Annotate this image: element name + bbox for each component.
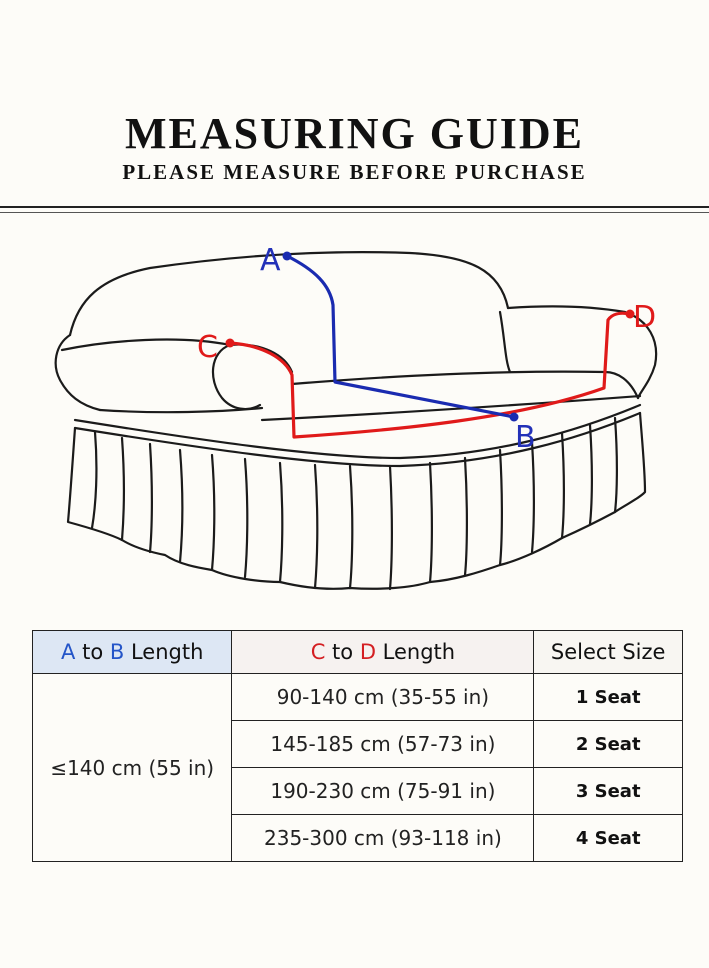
page-title: MEASURING GUIDE [124, 109, 585, 158]
table-header-row [33, 631, 683, 674]
table-row [33, 674, 683, 721]
seat-size-cell: 1 Seat [534, 674, 683, 721]
seat-size-cell: 3 Seat [534, 768, 683, 815]
cd-value-cell: 235-300 cm (93-118 in) [232, 815, 534, 862]
point-c-dot [226, 339, 235, 348]
header-select-size: Select Size [534, 631, 683, 674]
header-cd-length [232, 631, 534, 674]
sofa-diagram [0, 220, 709, 610]
ab-measure-line [287, 256, 514, 417]
seat-size-cell: 2 Seat [534, 721, 683, 768]
point-a-label: A [260, 243, 281, 278]
divider [0, 206, 709, 208]
header-cd-c: C [310, 640, 326, 664]
cd-value-cell: 190-230 cm (75-91 in) [232, 768, 534, 815]
cd-value-cell: 90-140 cm (35-55 in) [232, 674, 534, 721]
cd-value-cell: 145-185 cm (57-73 in) [232, 721, 534, 768]
header-ab-length [33, 631, 232, 674]
seat-size-cell: 4 Seat [534, 815, 683, 862]
header-cd-rest: Length [375, 640, 456, 664]
header-cd-d: D [359, 640, 376, 664]
header-cd-to: to [325, 640, 360, 664]
point-c-label: C [197, 330, 218, 365]
point-d-label: D [633, 300, 657, 335]
sofa-outline [56, 252, 656, 589]
page-subtitle: PLEASE MEASURE BEFORE PURCHASE [122, 160, 587, 184]
header-ab-a: A [61, 640, 76, 664]
header-ab-b: B [109, 640, 125, 664]
size-table [32, 630, 683, 862]
point-a-dot [283, 252, 292, 261]
divider [0, 212, 709, 213]
ab-value-cell: ≤140 cm (55 in) [33, 674, 232, 862]
point-b-label: B [515, 420, 536, 455]
header-ab-to: to [75, 640, 110, 664]
header-ab-rest: Length [124, 640, 204, 664]
